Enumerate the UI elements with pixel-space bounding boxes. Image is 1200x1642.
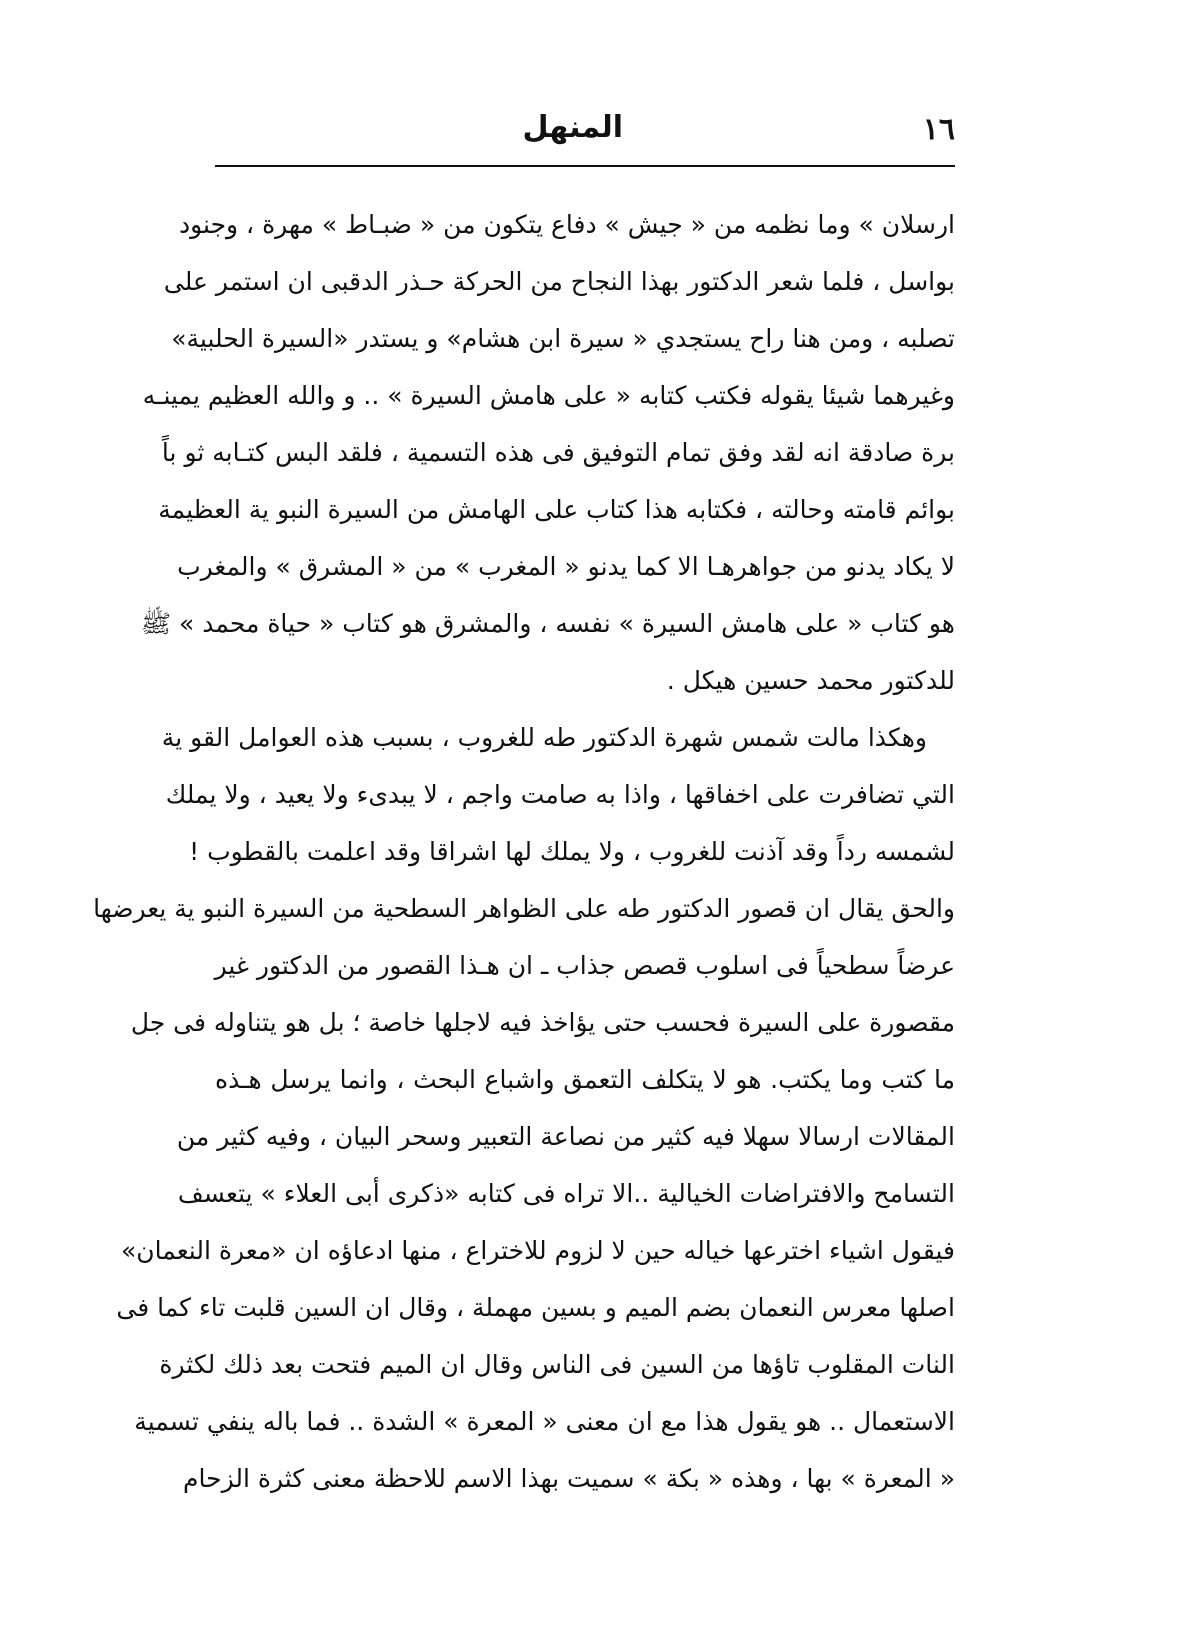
text-line: النات المقلوب تاؤها من السين فى الناس وقال ان الميم فتحت بعد ذلك لكثرة (159, 1350, 955, 1379)
text-line: فيقول اشياء اخترعها خياله حين لا لزوم للاختراع ، منها ادعاؤه ان «معرة النعمان» (121, 1236, 955, 1265)
text-line: لشمسه رداً وقد آذنت للغروب ، ولا يملك لها اشراقا وقد اعلمت بالقطوب ! (189, 837, 955, 866)
running-title: المنهل (522, 110, 623, 145)
text-line: هو كتاب « على هامش السيرة » نفسه ، والمشرق هو كتاب « حياة محمد » ﷺ (140, 609, 955, 638)
text-line: اصلها معرس النعمان بضم الميم و بسين مهملة ، وقال ان السين قلبت تاء كما فى (116, 1293, 955, 1322)
text-line: تصلبه ، ومن هنا راح يستجدي « سيرة ابن هشام» و يستدر «السيرة الحلبية» (171, 324, 955, 353)
text-line: والحق يقال ان قصور الدكتور طه على الظواهر السطحية من السيرة النبو ية يعرضها (93, 894, 955, 923)
text-line: التي تضافرت على اخفاقها ، واذا به صامت واجم ، لا يبدىء ولا يعيد ، ولا يملك (165, 780, 955, 809)
text-line: بواسل ، فلما شعر الدكتور بهذا النجاح من الحركة حـذر الدقبى ان استمر على (163, 267, 955, 296)
page-header (215, 108, 955, 156)
text-line: ما كتب وما يكتب. هو لا يتكلف التعمق واشباع البحث ، وانما يرسل هـذه (215, 1065, 955, 1094)
text-line: الاستعمال .. هو يقول هذا مع ان معنى « المعرة » الشدة .. فما باله ينفي تسمية (134, 1407, 955, 1436)
paragraph-end-line: للدكتور محمد حسين هيكل . (666, 666, 955, 695)
text-line: بوائم قامته وحالته ، فكتابه هذا كتاب على الهامش من السيرة النبو ية العظيمة (158, 495, 955, 524)
text-line: « المعرة » بها ، وهذه « بكة » سميت بهذا الاسم للاحظة معنى كثرة الزحام (183, 1464, 955, 1493)
page-number: ١٦ (922, 112, 955, 147)
text-line: برة صادقة انه لقد وفق تمام التوفيق فى هذه التسمية ، فلقد البس كتـابه ثو باً (161, 438, 955, 467)
text-line: عرضاً سطحياً فى اسلوب قصص جذاب ـ ان هـذا القصور من الدكتور غير (214, 951, 955, 980)
text-line: ارسلان » وما نظمه من « جيش » دفاع يتكون من « ضبـاط » مهرة ، وجنود (178, 210, 955, 239)
header-rule (215, 165, 955, 167)
text-line: وغيرهما شيئا يقوله فكتب كتابه « على هامش السيرة » .. و والله العظيم يمينـه (142, 381, 955, 410)
text-line: المقالات ارسالا سهلا فيه كثير من نصاعة التعبير وسحر البيان ، وفيه كثير من (176, 1122, 955, 1151)
text-line: لا يكاد يدنو من جواهرهـا الا كما يدنو « المغرب » من « المشرق » والمغرب (177, 552, 955, 581)
body-text (93, 196, 955, 1507)
text-line: التسامح والافتراضات الخيالية ..الا تراه فى كتابه «ذكرى أبى العلاء » يتعسف (177, 1179, 955, 1208)
paragraph-start-line: وهكذا مالت شمس شهرة الدكتور طه للغروب ، بسبب هذه العوامل القو ية (161, 723, 927, 752)
text-line: مقصورة على السيرة فحسب حتى يؤاخذ فيه لاجلها خاصة ؛ بل هو يتناوله فى جل (130, 1008, 955, 1037)
